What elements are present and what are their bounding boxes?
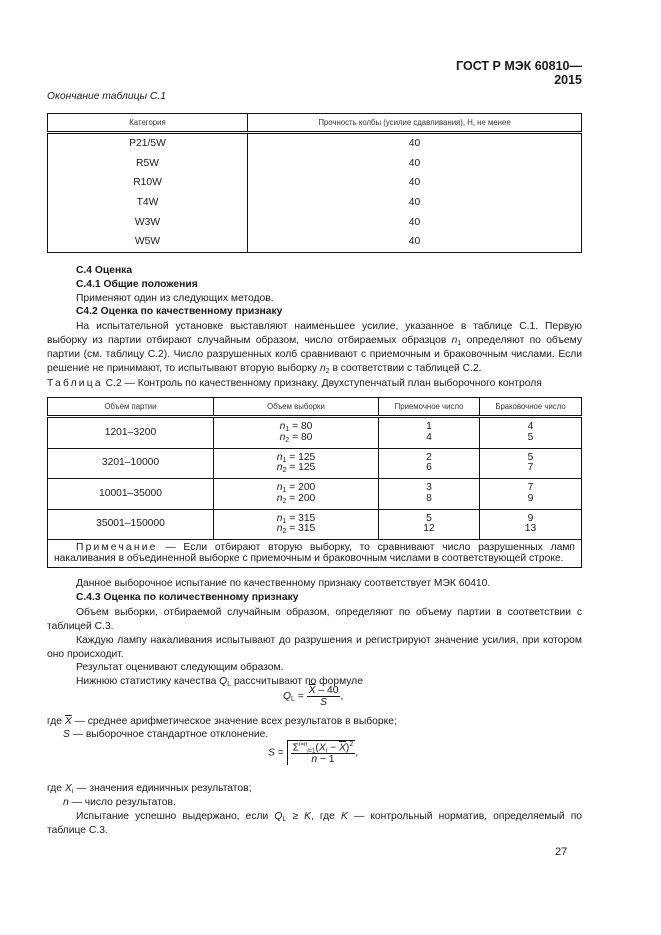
paragraph: Результат оценивают следующим образом. — [76, 662, 284, 673]
cell-category: T4W — [48, 193, 248, 213]
column-header: Объем выборки — [214, 398, 379, 417]
cell-sample: $n_1 = 125$ $n_2 = 125$ — [214, 448, 379, 479]
table-row — [48, 479, 582, 510]
cell-reject: 7 9 — [480, 479, 582, 510]
paragraph: Объем выборки, отбираемой случайным образом, определяют по объему партии в соответствии с таблицей С.3. — [47, 607, 582, 632]
column-header: Приемочное число — [379, 398, 480, 417]
symbol: n — [319, 363, 326, 374]
formula-ql: $Q_L$ = $\frac{\overline{X} - 40}{S}$ , — [283, 685, 344, 708]
subsection-heading: С.4.3 Оценка по количественному признаку — [76, 592, 299, 603]
text: На испытательной установке выставляют наименьшее усилие, указанное в таблице С.1. Первую выборку из партии отбирают случайным образом, число отбираемых образцов — [47, 321, 582, 346]
definition-xi: где $X_i$ — значения единичных результатов; — [47, 783, 252, 795]
subsection-heading: С.4.1 Общие положения — [76, 279, 198, 290]
subscript: 1 — [457, 340, 462, 347]
cell-lot: 10001–35000 — [48, 479, 214, 510]
column-header: Прочность колбы (усилие сдавливания), Н, не менее — [248, 114, 582, 133]
note-label: Примечание — [76, 542, 158, 553]
cell-strength: 40 — [248, 154, 582, 174]
paragraph: Данное выборочное испытание по качественному признаку соответствует МЭК 60410. — [76, 578, 491, 589]
table-row — [48, 212, 582, 232]
cell-accept: 1 4 — [379, 417, 480, 449]
paragraph: Испытание успешно выдержано, если $Q_L \ge K$, где K — контрольный норматив, определяемый по таблице С.3. — [47, 811, 582, 836]
cell-category: W3W — [48, 212, 248, 232]
cell-sample: $n_1 = 315$ $n_2 = 315$ — [214, 509, 379, 540]
caption-label: Таблица — [47, 378, 103, 389]
cell-accept: 5 12 — [379, 509, 480, 540]
cell-category: R5W — [48, 154, 248, 174]
table-row — [48, 133, 582, 154]
subsection-heading: С4.2 Оценка по качественному признаку — [76, 306, 283, 317]
subscript: 2 — [325, 368, 330, 375]
definition-x: где $\overline{X}$ — среднее арифметическое значение всех результатов в выборке; — [47, 716, 397, 727]
cell-sample: $n_1 = 80$ $n_2 = 80$ — [214, 417, 379, 449]
table-header-row — [48, 398, 582, 417]
document-code: ГОСТ Р МЭК 60810—2015 — [456, 59, 582, 87]
cell-sample: $n_1 = 200$ $n_2 = 200$ — [214, 479, 379, 510]
cell-category: R10W — [48, 173, 248, 193]
table-row — [48, 232, 582, 252]
cell-strength: 40 — [248, 232, 582, 252]
symbol: n — [451, 335, 458, 346]
cell-reject: 9 13 — [480, 509, 582, 540]
cell-strength: 40 — [248, 212, 582, 232]
column-header: Браковочное число — [480, 398, 582, 417]
note-text: — Если отбирают вторую выборку, то сравнивают число разрушенных ламп накаливания в объединенной выборке с приемочным и браковочным числами в соответствующей строке. — [54, 542, 575, 564]
cell-strength: 40 — [248, 193, 582, 213]
column-header: Категория — [48, 114, 248, 133]
paragraph — [47, 320, 582, 376]
cell-reject: 4 5 — [480, 417, 582, 449]
cell-accept: 3 8 — [379, 479, 480, 510]
table-c1 — [47, 113, 582, 253]
table-header-row — [48, 114, 582, 133]
cell-category: W5W — [48, 232, 248, 252]
table-row — [48, 154, 582, 174]
cell-lot: 3201–10000 — [48, 448, 214, 479]
cell-lot: 35001–150000 — [48, 509, 214, 540]
table-row — [48, 193, 582, 213]
column-header: Объем партии — [48, 398, 214, 417]
section-heading: С.4 Оценка — [76, 265, 133, 276]
paragraph: Нижнюю статистику качества $Q_L$ рассчитывают по формуле — [76, 676, 363, 688]
table-row — [48, 509, 582, 540]
cell-accept: 2 6 — [379, 448, 480, 479]
definition-n: n — число результатов. — [63, 797, 176, 808]
table1-caption: Окончание таблицы С.1 — [47, 91, 166, 102]
table-row — [48, 417, 582, 449]
table-c2 — [47, 397, 582, 568]
page-number: 27 — [555, 846, 568, 858]
paragraph: Применяют один из следующих методов. — [76, 293, 274, 304]
formula-s: S = $\frac{\Sigma^{i=n}_{i=1}(X_i - \overline{X})^2}{n - 1}$ , — [268, 741, 359, 766]
table-note-row — [48, 540, 582, 568]
table2-caption — [47, 378, 542, 389]
caption-text: С.2 — Контроль по качественному признаку. Двухступенчатый план выборочного контроля — [105, 378, 542, 389]
cell-strength: 40 — [248, 173, 582, 193]
cell-reject: 5 7 — [480, 448, 582, 479]
table-note — [48, 540, 582, 568]
paragraph: Каждую лампу накаливания испытывают до разрушения и регистрируют значение усилия, при котором оно происходит. — [47, 635, 582, 660]
cell-strength: 40 — [248, 133, 582, 154]
table-row — [48, 448, 582, 479]
table-row — [48, 173, 582, 193]
text: определяют по объему партии (см. таблицу С.2). Число разрушенных колб сравнивают с приемочным и браковочным числами. Если решение не принимают, то испытывают вторую выборку — [47, 335, 582, 374]
cell-lot: 1201–3200 — [48, 417, 214, 449]
cell-category: P21/5W — [48, 133, 248, 154]
text: в соответствии с таблицей С.2. — [329, 363, 482, 374]
definition-s: S — выборочное стандартное отклонение. — [63, 729, 269, 740]
